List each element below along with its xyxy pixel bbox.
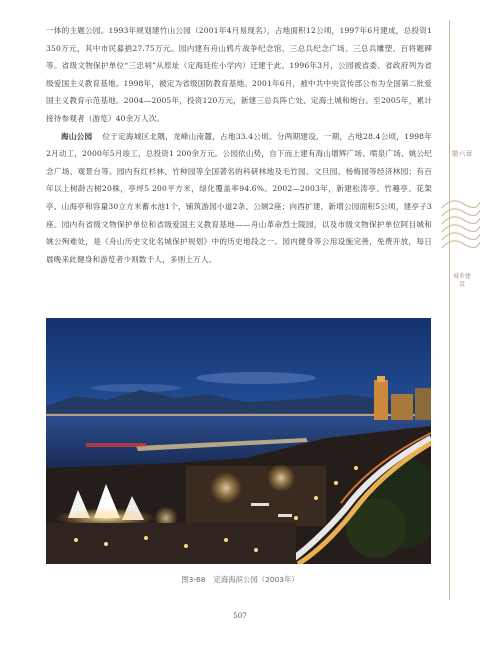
body-text	[46, 22, 432, 268]
wave-ornament-icon	[440, 194, 480, 254]
paragraph-2-text: 位于定海城区北隅，龙峰山南麓，占地33.4公顷。分两期建设，一期，占地28.4公顷，1998年2月动工，2000年5月竣工，总投资1 200余万元。公园依山势，自下而上建有海山增辉广场、喷泉广场、姚公纪念广场、观景台等。园内有红杉林、竹种园等全国著名的科研林地及毛竹园、文旦园、杨梅园等经济林园；有百年以上树龄古树20株，亭坪5 200平方米，绿化覆盖率94.6%。2002—2003年，新建松涛亭、竹趣亭、花架亭、山海亭和容量30立方米蓄水池1个，铺筑游园小道2条、公厕2座；向西扩建，新增公园面积5公顷，建亭子3座。园内有省级文物保护单位和省级爱国主义教育基地——舟山革命烈士陵园，以及市级文物保护单位阿目城和姚公殉难处，是《舟山历史文化名城保护规划》中的历史地段之一。园内健身等公用设施完善，免费开放，每日晨晚来此健身和游览者少则数千人，多则上万人。	[46, 131, 432, 264]
figure-caption	[0, 574, 480, 585]
figure-number: 图3-68	[181, 575, 206, 584]
side-rule	[449, 20, 450, 600]
section-tab: 城乡建设	[452, 273, 471, 288]
park-name: 海山公园	[61, 131, 93, 141]
park-night-photo	[46, 318, 431, 564]
paragraph-2	[46, 128, 432, 269]
page-number: 507	[233, 611, 247, 620]
chapter-tab: 第六章	[451, 150, 473, 158]
paragraph-1: 一体的主题公园。1993年规划建竹山公园（2001年4月易现名），占地面积12公顷，1997年6月建成，总投资1 350万元，其中市民募捐27.75万元。园内建有舟山鸦片战争纪念馆、三总兵纪念广场、三总兵雕塑、百将题碑等。省级文物保护单位“三忠祠”从原址（定海廷佐小学内）迁建于此。1996年3月，公园被省委、省政府列为省级爱国主义教育基地。1998年，被定为省级国防教育基地。2001年6月，被中共中央宣传部公布为全国第二批爱国主义教育示范基地。2004—2005年，投资120万元，新建三总兵阵亡处、定海土城和炮台。至2005年，累计接待参观者（游览）40余万人次。	[46, 26, 432, 123]
figure-title: 定海海滨公园（2003年）	[213, 575, 299, 584]
